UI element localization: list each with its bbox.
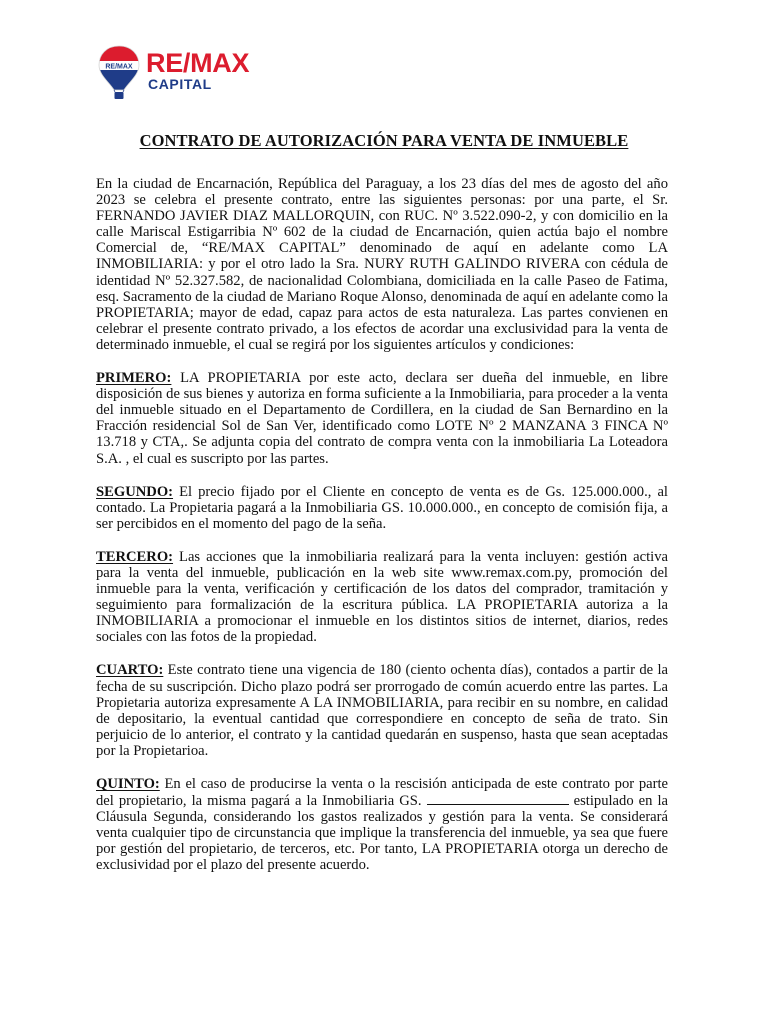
clause-heading: SEGUNDO: (96, 483, 174, 500)
hot-air-balloon-icon (96, 44, 142, 102)
balloon-label: RE/MAX (105, 63, 133, 71)
clause-text-continued: estipulado en la Cláusula Segunda, considerando los gastos realizados y gestión para la venta. Se considerará venta cualquier tipo de circunstancia que implique la transferencia del inmueble, ya sea que fuere por gestión del propietario, de terceros, etc. Por tanto, LA PROPIETARIA otorga un derecho de exclusividad por el plazo del presente acuerdo. (96, 793, 668, 874)
clause-heading: CUARTO: (96, 662, 164, 679)
brand-name: RE/MAX (146, 48, 250, 78)
contract-body (96, 176, 668, 891)
clause-heading: QUINTO: (96, 776, 160, 792)
clause-cuarto (96, 662, 668, 759)
clause-quinto (96, 776, 668, 874)
clause-primero (96, 370, 668, 467)
remax-capital-logo (96, 44, 276, 102)
clause-text: LA PROPIETARIA por este acto, declara ser dueña del inmueble, en libre disposición de sus bienes y autoriza en forma suficiente a la Inmobiliaria, para proceder a la venta del inmueble situado en el Departamento de Cordillera, en la ciudad de San Bernardino en la Fracción residencial Sol de San Ver, identificado como LOTE Nº 2 MANZANA 3 FINCA Nº 13.718 y CTA,. Se adjunta copia del contrato de compra venta con la inmobiliaria La Loteadora S.A. , el cual es suscripto por las partes. (96, 370, 668, 467)
clause-heading: TERCERO: (96, 548, 174, 565)
clause-text: El precio fijado por el Cliente en concepto de venta es de Gs. 125.000.000., al contado. La Propietaria pagará a la Inmobiliaria GS. 10.000.000., en concepto de comisión fija, a ser percibidos en el momento del pago de la seña. (96, 483, 668, 532)
clause-text: Este contrato tiene una vigencia de 180 (ciento ochenta días), contados a partir de la fecha de su suscripción. Dicho plazo podrá ser prorrogado de común acuerdo entre las partes. La Propietaria autoriza expresamente A LA INMOBILIARIA, para recibir en su nombre, en calidad de depositario, la eventual cantidad que correspondiere en concepto de seña de trato. Sin perjuicio de lo anterior, el contrato y la cantidad quedarán en suspenso, hasta que sean aceptadas por la Propietarioa. (96, 662, 668, 759)
amount-blank-line (427, 792, 569, 805)
clause-text: En el caso de producirse la venta o la rescisión anticipada de este contrato por parte del propietario, la misma pagará a la Inmobiliaria GS. (96, 776, 668, 810)
clause-text: Las acciones que la inmobiliaria realizará para la venta incluyen: gestión activa para la venta del inmueble, publicación en la web site www.remax.com.py, promoción del inmueble para la venta, verificación y certificación de los datos del comprador, tramitación y seguimiento para formalización de la escritura pública. LA PROPIETARIA autoriza a la INMOBILIARIA a promocionar el inmueble en los distintos sitios de internet, diarios, redes sociales con las fotos de la propiedad. (96, 548, 668, 646)
document-title: CONTRATO DE AUTORIZACIÓN PARA VENTA DE INMUEBLE (139, 131, 629, 150)
clause-segundo (96, 484, 668, 532)
clause-heading: PRIMERO: (96, 370, 172, 387)
brand-subtitle: CAPITAL (148, 76, 212, 92)
intro-paragraph: En la ciudad de Encarnación, República del Paraguay, a los 23 días del mes de agosto del año 2023 se celebra el presente contrato, entre las siguientes personas: por una parte, el Sr. FERNANDO JAVIER DIAZ MALLORQUIN, con RUC. Nº 3.522.090-2, y con domicilio en la calle Mariscal Estigarribia Nº 602 de la ciudad de Encarnación, quien actúa bajo el nombre Comercial de, “RE/MAX CAPITAL” denominado de aquí en adelante como LA INMOBILIARIA: y por el otro lado la Sra. NURY RUTH GALINDO RIVERA con cédula de identidad Nº 52.327.582, de nacionalidad Colombiana, domiciliada en la calle Paseo de Fatima, esq. Sacramento de la ciudad de Mariano Roque Alonso, denominada de aquí en adelante como la PROPIETARIA; mayor de edad, capaz para actos de esta naturaleza. Las partes convienen en celebrar el presente contrato privado, a los efectos de acordar una exclusividad para la venta de determinado inmueble, el cual se regirá por los siguientes artículos y condiciones: (96, 176, 668, 353)
clause-tercero (96, 549, 668, 646)
